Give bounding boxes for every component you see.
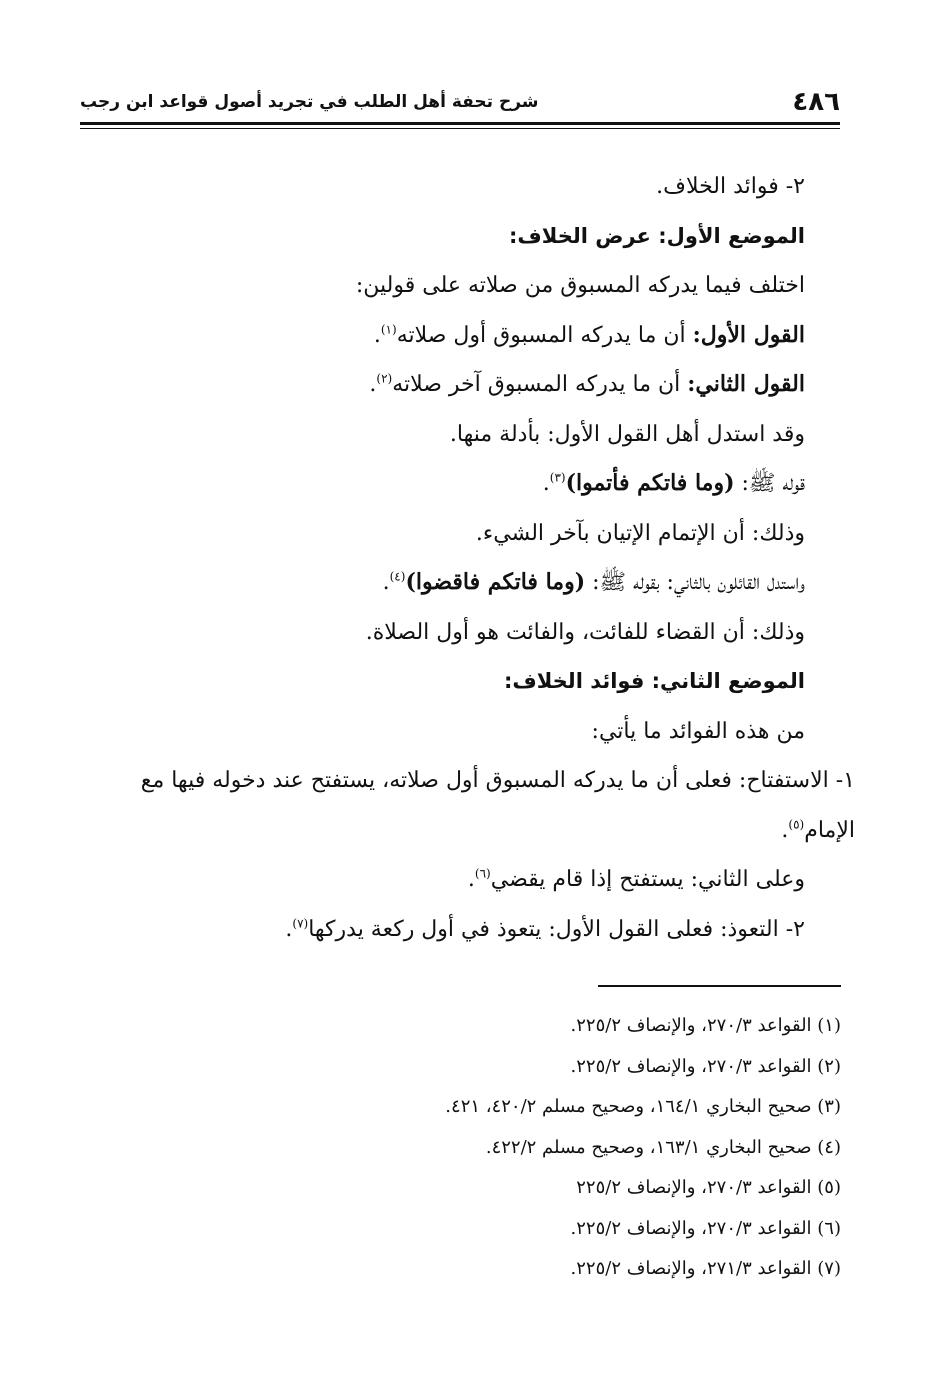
opinion-label: القول الثاني:	[687, 371, 805, 397]
footnote: (٢) القواعد ٢٧٠/٣، والإنصاف ٢٢٥/٢.	[570, 1055, 841, 1077]
footnote: (١) القواعد ٢٧٠/٣، والإنصاف ٢٢٥/٢.	[570, 1015, 841, 1036]
footnote-ref: (٧)	[292, 916, 309, 931]
running-title: شرح تحفة أهل الطلب في تجريد أصول قواعد ابن رجب	[80, 92, 539, 112]
text-line: القول الأول: أن ما يدركه المسبوق أول صلاته$^{(١)}$.	[373, 321, 805, 348]
opinion-label: القول الأول:	[692, 321, 805, 348]
footnote: (٥) القواعد ٢٧٠/٣، والإنصاف ٢٢٥/٢	[576, 1177, 841, 1198]
text-line: ٢- فوائد الخلاف.	[656, 174, 805, 199]
page-header	[80, 86, 840, 122]
footnote: (٦) القواعد ٢٧٠/٣، والإنصاف ٢٢٥/٢.	[570, 1217, 841, 1239]
section-heading: الموضع الثاني: فوائد الخلاف:	[503, 669, 805, 693]
header-rule-thick	[80, 122, 840, 125]
hadith-quote: (وما فاتكم فاقضوا)	[405, 569, 586, 595]
text-line: اختلف فيما يدركه المسبوق من صلاته على قولين:	[355, 273, 805, 298]
header-rule-thin	[80, 128, 840, 129]
text-line: من هذه الفوائد ما يأتي:	[591, 718, 805, 744]
footnotes	[121, 1006, 841, 1290]
text-line: وذلك: أن الإتمام الإتيان بآخر الشيء.	[475, 520, 805, 546]
footnote-ref: (٢)	[376, 371, 393, 386]
text-line: وعلى الثاني: يستفتح إذا قام يقضي$^{(٦)}$.	[467, 866, 805, 892]
text-line: ١- الاستفتاح: فعلى أن ما يدركه المسبوق أول صلاته، يستفتح عند دخوله فيها مع الإمام$^{(٥)}$.	[140, 768, 855, 843]
footnote-ref: (٦)	[474, 866, 491, 881]
text-line: وذلك: أن القضاء للفائت، والفائت هو أول الصلاة.	[365, 619, 805, 645]
text-line: واستدل القائلون بالثاني: بقوله ﷺ: (وما فاتكم فاقضوا)$^{(٤)}$.	[382, 569, 805, 595]
page-number: ٤٨٦	[792, 87, 840, 117]
text-line: وقد استدل أهل القول الأول: بأدلة منها.	[449, 421, 805, 447]
text-line: ٢- التعوذ: فعلى القول الأول: يتعوذ في أول ركعة يدركها$^{(٧)}$.	[285, 916, 805, 942]
footnote-ref: (١)	[380, 322, 397, 337]
footnote-ref: (٥)	[788, 817, 805, 832]
main-text	[85, 162, 855, 954]
footnote: (٣) صحيح البخاري ١٦٤/١، وصحيح مسلم ٤٢٠/٢، ٤٢١.	[445, 1096, 841, 1117]
footnote-ref: (٣)	[549, 470, 566, 485]
footnote: (٤) صحيح البخاري ١٦٣/١، وصحيح مسلم ٤٢٢/٢.	[485, 1136, 841, 1158]
section-heading: الموضع الأول: عرض الخلاف:	[508, 223, 805, 248]
footnote-ref: (٤)	[389, 569, 406, 584]
hadith-quote: (وما فاتكم فأتموا)	[565, 470, 735, 496]
text-line: قوله ﷺ: (وما فاتكم فأتموا)$^{(٣)}$.	[542, 470, 805, 496]
footnote-separator	[598, 985, 841, 987]
footnote: (٧) القواعد ٢٧١/٣، والإنصاف ٢٢٥/٢.	[570, 1258, 841, 1279]
text-line: القول الثاني: أن ما يدركه المسبوق آخر صلاته$^{(٢)}$.	[369, 371, 805, 397]
